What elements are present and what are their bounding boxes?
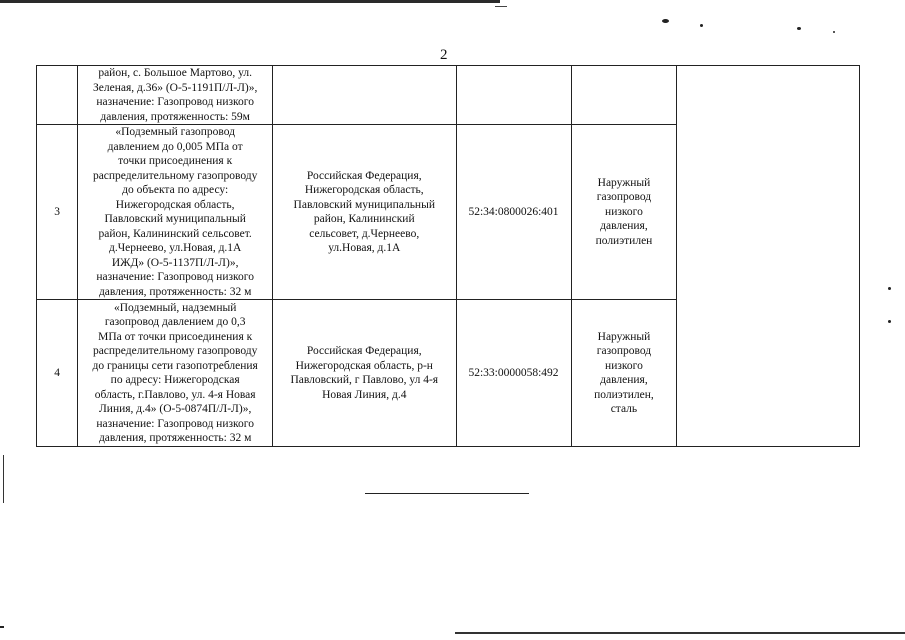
scan-artifact-top-small xyxy=(495,6,507,7)
scan-speck xyxy=(888,287,891,290)
scan-artifact-bottom xyxy=(455,632,905,634)
note-cell xyxy=(677,66,860,447)
scan-speck xyxy=(888,320,891,323)
end-of-document-rule xyxy=(365,493,529,494)
object-description-cell: «Подземный, надземный газопровод давлением до 0,3 МПа от точки присоединения к распределительному газопроводу до границы сети газопотребления по адресу: Нижегородская область, г.Павлово, ул. 4-я Новая Линия, д.4» (О-5-0874П/Л-Л)», назначение: Газопровод низкого давления, протяженность: 32 м xyxy=(78,300,273,447)
address-cell xyxy=(272,66,456,125)
characteristics-cell: Наружный газопровод низкого давления, полиэтилен xyxy=(571,125,677,300)
table-row xyxy=(37,66,860,125)
scan-speck xyxy=(700,24,703,27)
characteristics-cell xyxy=(571,66,677,125)
scan-artifact-left xyxy=(3,455,4,503)
characteristics-cell: Наружный газопровод низкого давления, полиэтилен, сталь xyxy=(571,300,677,447)
cadastral-number-cell xyxy=(456,66,571,125)
row-number-cell: 3 xyxy=(37,125,78,300)
address-cell: Российская Федерация, Нижегородская область, Павловский муниципальный район, Калининский сельсовет, д.Чернеево, ул.Новая, д.1А xyxy=(272,125,456,300)
property-table xyxy=(36,65,860,447)
scan-speck xyxy=(833,31,835,33)
object-description-cell: район, с. Большое Мартово, ул. Зеленая, д.36» (О-5-1191П/Л-Л)», назначение: Газопровод низкого давления, протяженность: 59м xyxy=(78,66,273,125)
scan-artifact-top xyxy=(0,0,500,3)
row-number-cell xyxy=(37,66,78,125)
page-number: 2 xyxy=(440,47,448,63)
address-cell: Российская Федерация, Нижегородская область, р-н Павловский, г Павлово, ул 4-я Новая Линия, д.4 xyxy=(272,300,456,447)
row-number-cell: 4 xyxy=(37,300,78,447)
object-description-cell: «Подземный газопровод давлением до 0,005 МПа от точки присоединения к распределительному газопроводу до объекта по адресу: Нижегородская область, Павловский муниципальный район, Калининский сельсовет. д.Чернеево, ул.Новая, д.1А ИЖД» (О-5-1137П/Л-Л)», назначение: Газопровод низкого давления, протяженность: 32 м xyxy=(78,125,273,300)
cadastral-number-cell: 52:34:0800026:401 xyxy=(456,125,571,300)
cadastral-number-cell: 52:33:0000058:492 xyxy=(456,300,571,447)
scan-artifact-corner xyxy=(0,626,4,628)
scan-speck xyxy=(662,19,669,23)
scan-speck xyxy=(797,27,801,30)
